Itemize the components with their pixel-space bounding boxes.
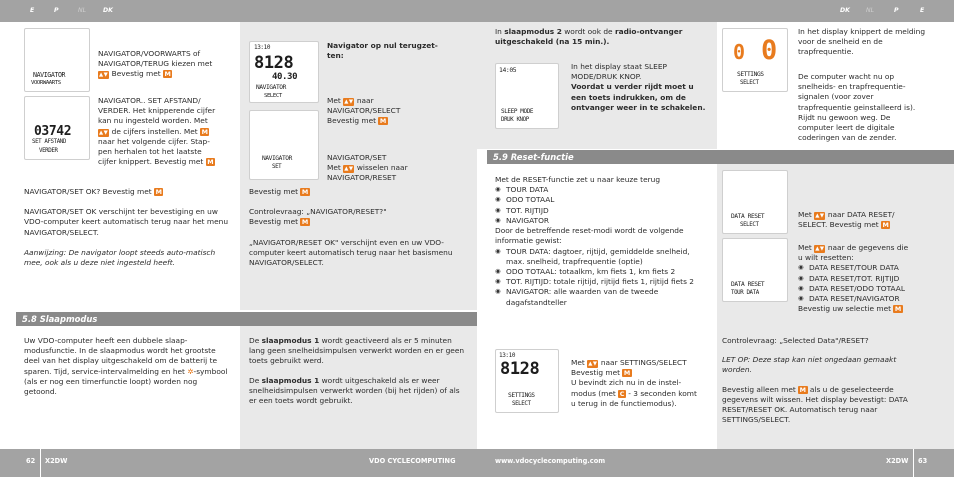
text-line: MODE/DRUK KNOP. bbox=[571, 72, 642, 82]
paragraph: In slaapmodus 2 wordt ook de radio-ontvanger uitgeschakeld (na 15 min.). bbox=[495, 27, 683, 47]
lcd-line: SELECT bbox=[740, 80, 759, 86]
text-block-sensor-learn bbox=[722, 72, 926, 144]
paragraph: De slaapmodus 1 wordt uitgeschakeld als er weer snelheidsimpulsen verwerkt worden (bij het rijden) of als er een toets wordt gebruikt. bbox=[249, 375, 460, 406]
text-line: NAVIGATOR/SET OK? Bevestig met M bbox=[24, 187, 162, 196]
text-line: Bevestig met M bbox=[571, 368, 631, 378]
lcd-line: DRUK KNOP bbox=[501, 117, 529, 123]
text-line: ▲▼ de cijfers instellen. Met M bbox=[99, 126, 208, 136]
up-down-key-icon: ▲▼ bbox=[815, 213, 825, 219]
text-line: naar het volgende cijfer. Stap- bbox=[98, 136, 210, 146]
text-block-sleep-mode-1 bbox=[249, 336, 469, 406]
lcd-digits: 03742 bbox=[34, 124, 72, 139]
page-number-right: 63 bbox=[918, 457, 928, 465]
text-line: pen herhalen tot het laatste bbox=[98, 147, 202, 157]
up-down-key-icon: ▲▼ bbox=[344, 166, 354, 173]
paragraph: De slaapmodus 1 wordt geactiveerd als er 5 minuten lang geen snelheidsimpulsen verwerkt worden en er geen toets gebruikt werd. bbox=[249, 336, 465, 366]
text-line: Controlevraag: „NAVIGATOR/RESET?" bbox=[249, 207, 387, 217]
list-item: ◉ DATA RESET/ODO TOTAAL bbox=[798, 284, 934, 294]
list-item: ◉ TOT. RIJTIJD: totale rijtijd, rijtijd fiets 1, rijtijd fiets 2 bbox=[495, 277, 707, 287]
text-block-navigator-reset-1 bbox=[327, 96, 447, 127]
lcd-small-digits: 40.30 bbox=[272, 72, 298, 82]
m-key-icon: M bbox=[894, 305, 902, 314]
up-down-key-icon: ▲▼ bbox=[588, 361, 598, 367]
text-line: Bevestig met M bbox=[249, 187, 309, 196]
list-item: ◉ DATA RESET/NAVIGATOR bbox=[798, 294, 934, 304]
text-block-sleep-mode-intro bbox=[24, 336, 232, 397]
lcd-line: NAVIGATOR bbox=[256, 84, 286, 91]
text-line: modus (met C - 3 seconden komt bbox=[571, 388, 697, 398]
text-block-set-distance bbox=[98, 96, 234, 168]
list-item: ◉ TOUR DATA bbox=[495, 185, 707, 195]
lang-tab: P bbox=[894, 7, 899, 14]
text-line: U bevindt zich nu in de instel- bbox=[571, 378, 682, 388]
lcd-line: VERDER bbox=[39, 148, 58, 154]
list-item: ◉ ODO TOTAAL bbox=[495, 195, 707, 205]
paragraph: De computer wacht nu op snelheids- en trapfrequentie-signalen (voor zover trapfrequentie geinstalleerd is). Rijdt nu gewoon weg. De computer leert de digitale coderingen van de zender. bbox=[798, 72, 916, 143]
m-key-icon: M bbox=[623, 369, 631, 378]
text-line: Bevestig met M bbox=[327, 116, 387, 126]
lcd-clock: 13:10 bbox=[499, 352, 516, 359]
lcd-line: NAVIGATOR bbox=[262, 155, 292, 162]
timer-symbol-icon: ✲ bbox=[187, 366, 194, 376]
footer-divider bbox=[913, 449, 914, 477]
lcd-line: SELECT bbox=[740, 222, 759, 228]
lcd-line: TOUR DATA bbox=[731, 290, 759, 296]
list-item: ◉ TOUR DATA: dagtoer, rijtijd, gemiddelde snelheid, max. snelheid, trapfrequentie (optie) bbox=[495, 247, 707, 267]
m-key-icon: M bbox=[799, 385, 807, 394]
list-item: ◉ NAVIGATOR: alle waarden van de tweede dagafstandteller bbox=[495, 287, 707, 307]
top-bar-right bbox=[477, 0, 954, 22]
text-line: Met de RESET-functie zet u naar keuze terug bbox=[495, 175, 661, 184]
text-line: SELECT. Bevestig met M bbox=[798, 220, 889, 230]
text-block-sleep-mode-2 bbox=[495, 27, 705, 47]
m-key-icon: M bbox=[207, 158, 214, 167]
text-block-data-reset-choose bbox=[798, 243, 934, 315]
lcd-line: SET AFSTAND bbox=[32, 139, 66, 145]
paragraph: Door de betreffende reset-modi wordt de volgende informatie gewist: bbox=[495, 226, 684, 246]
text-line: ▲▼ Bevestig met M bbox=[99, 69, 171, 79]
m-key-icon: M bbox=[301, 218, 309, 227]
m-key-icon: M bbox=[164, 70, 171, 79]
text-line: cijfer knippert. Bevestig met M bbox=[98, 157, 214, 167]
text-block-set-ok bbox=[24, 187, 232, 268]
text-block-navigator-select bbox=[98, 49, 232, 80]
footer-model-left: X2DW bbox=[45, 457, 68, 465]
lcd-line: SETTINGS bbox=[508, 392, 535, 399]
text-line: NAVIGATOR/VOORWARTS of bbox=[98, 49, 201, 58]
lcd-display-sleep-mode bbox=[495, 63, 559, 129]
text-line: VERDER. Het knipperende cijfer bbox=[98, 106, 216, 116]
footer-website: www.vdocyclecomputing.com bbox=[495, 457, 606, 465]
lang-tab: E bbox=[920, 7, 925, 14]
text-line: In het display staat SLEEP bbox=[571, 62, 667, 71]
data-reset-list bbox=[798, 263, 934, 304]
text-block-reset-confirm bbox=[722, 336, 928, 426]
paragraph: NAVIGATOR/SET OK verschijnt ter bevestiging en uw VDO-computer keert automatisch terug naar het menu NAVIGATOR/SELECT. bbox=[24, 207, 229, 237]
lang-tab: E bbox=[30, 7, 35, 14]
up-down-key-icon: ▲▼ bbox=[815, 246, 825, 252]
c-key-icon: C bbox=[619, 389, 625, 398]
text-block-blinking: In het display knippert de melding voor de snelheid en de trapfrequentie. bbox=[798, 27, 926, 57]
lcd-clock: 14:05 bbox=[499, 66, 517, 74]
lcd-line: SETTINGS bbox=[737, 71, 764, 78]
text-block-data-reset-select bbox=[798, 210, 932, 230]
lcd-cadence-digit: 0 bbox=[761, 35, 777, 66]
reset-details-list bbox=[495, 247, 707, 308]
lcd-line: SELECT bbox=[264, 93, 282, 99]
text-line: kan nu ingesteld worden. Met bbox=[98, 116, 208, 126]
text-line: Bevestig uw selectie met M bbox=[798, 304, 902, 314]
section-header-5-8: 5.8 Slaapmodus bbox=[16, 312, 477, 326]
footer-brand: VDO CYCLECOMPUTING bbox=[369, 457, 456, 465]
text-line: Met ▲▼ naar DATA RESET/ bbox=[798, 210, 895, 219]
up-down-key-icon: ▲▼ bbox=[99, 129, 109, 136]
m-key-icon: M bbox=[155, 188, 162, 196]
section-header-5-9: 5.9 Reset-functie bbox=[487, 150, 954, 164]
top-bar-left bbox=[0, 0, 477, 22]
text-line: NAVIGATOR/TERUG kiezen met bbox=[98, 59, 213, 69]
text-line: Met ▲▼ naar SETTINGS/SELECT bbox=[571, 358, 687, 367]
text-line: Bevestig met M bbox=[249, 217, 309, 227]
lang-tab: NL bbox=[866, 7, 875, 14]
m-key-icon: M bbox=[201, 127, 208, 136]
text-block-reset-intro bbox=[495, 175, 707, 308]
text-line: u terug in de functiemodus). bbox=[571, 398, 677, 408]
lcd-line: NAVIGATOR bbox=[33, 71, 66, 79]
paragraph: Uw VDO-computer heeft een dubbele slaap-modusfunctie. In de slaapmodus wordt het grootste deel van het display uitgeschakeld om de batterij te sparen. Tijd, service-intervalmelding en het ✲-symbool (als er nog een timerfunctie loopt) worden nog getoond. bbox=[24, 336, 228, 397]
lang-tab: P bbox=[54, 7, 59, 14]
heading-navigator-reset: Navigator op nul terugzet-ten: bbox=[327, 41, 438, 61]
list-item: ◉ TOT. RIJTIJD bbox=[495, 206, 707, 216]
text-line: Met ▲▼ naar de gegevens die bbox=[798, 243, 909, 252]
lcd-display-navigator-forward bbox=[24, 28, 90, 92]
list-item: ◉ DATA RESET/TOUR DATA bbox=[798, 263, 934, 273]
lang-tab: DK bbox=[103, 7, 113, 14]
text-block-navigator-reset-3 bbox=[249, 187, 469, 268]
lcd-line: SLEEP MODE bbox=[501, 108, 534, 115]
up-down-key-icon: ▲▼ bbox=[99, 72, 109, 79]
text-block-settings-select bbox=[571, 358, 711, 409]
list-item: ◉ ODO TOTAAL: totaalkm, km fiets 1, km fiets 2 bbox=[495, 267, 707, 277]
text-line: Met ▲▼ naar bbox=[327, 96, 374, 105]
lcd-display-set-distance bbox=[24, 96, 90, 160]
lcd-big-digits: 8128 bbox=[254, 53, 294, 73]
text-line: u wilt resetten: bbox=[798, 253, 854, 263]
lcd-clock: 13:10 bbox=[254, 44, 271, 51]
lcd-line: DATA RESET bbox=[731, 281, 765, 288]
lcd-display-settings-select bbox=[495, 349, 559, 413]
lcd-big-digits: 8128 bbox=[500, 359, 540, 379]
lcd-display-data-reset-tour bbox=[722, 238, 788, 302]
m-key-icon: M bbox=[301, 188, 309, 196]
text-line: NAVIGATOR.. SET AFSTAND/ bbox=[98, 96, 201, 105]
paragraph: „NAVIGATOR/RESET OK" verschijnt even en uw VDO-computer keert automatisch terug naar het basismenu NAVIGATOR/SELECT. bbox=[249, 237, 453, 268]
lcd-line: VOORWAARTS bbox=[31, 80, 61, 86]
lcd-speed-digit: 0 bbox=[733, 40, 745, 64]
footer-model-right: X2DW bbox=[886, 457, 909, 465]
text-block-navigator-reset-2 bbox=[327, 153, 447, 184]
text-line: NAVIGATOR/RESET bbox=[327, 173, 397, 183]
reset-options-list bbox=[495, 185, 707, 226]
lcd-display-navigator-select bbox=[249, 41, 319, 103]
list-item: ◉ DATA RESET/TOT. RIJTIJD bbox=[798, 274, 934, 284]
lcd-line: SET bbox=[272, 164, 282, 170]
paragraph: Bevestig alleen met M als u de geselecteerde gegevens wilt wissen. Het display bevestigt: DATA RESET/RESET OK. Automatisch terug naar SETTINGS/SELECT. bbox=[722, 384, 908, 425]
m-key-icon: M bbox=[882, 221, 889, 230]
lcd-display-navigator-set bbox=[249, 110, 319, 180]
text-block-sleep-display bbox=[571, 62, 711, 113]
warning-paragraph: LET OP: Deze stap kan niet ongedaan gemaakt worden. bbox=[722, 355, 897, 375]
m-key-icon: M bbox=[379, 117, 387, 126]
up-down-key-icon: ▲▼ bbox=[344, 99, 354, 105]
text-line: Controlevraag: „Selected Data"/RESET? bbox=[722, 336, 869, 345]
page-number-left: 62 bbox=[26, 457, 36, 465]
lcd-display-data-reset-select bbox=[722, 170, 788, 234]
text-line: NAVIGATOR/SELECT bbox=[327, 106, 401, 116]
lcd-line: SELECT bbox=[512, 401, 531, 407]
note-paragraph: Aanwijzing: De navigator loopt steeds auto-matisch mee, ook als u deze niet ingesteld heeft. bbox=[24, 247, 216, 268]
lang-tab: DK bbox=[840, 7, 850, 14]
lang-tab: NL bbox=[78, 7, 87, 14]
text-line: NAVIGATOR/SET bbox=[327, 153, 387, 162]
text-line: Met ▲▼ wisselen naar bbox=[327, 163, 408, 173]
lcd-line: DATA RESET bbox=[731, 213, 765, 220]
footer-divider bbox=[40, 449, 41, 477]
paragraph: Voordat u verder rijdt moet u een toets indrukken, om de ontvanger weer in te schakelen. bbox=[571, 82, 706, 112]
list-item: ◉ NAVIGATOR bbox=[495, 216, 707, 226]
